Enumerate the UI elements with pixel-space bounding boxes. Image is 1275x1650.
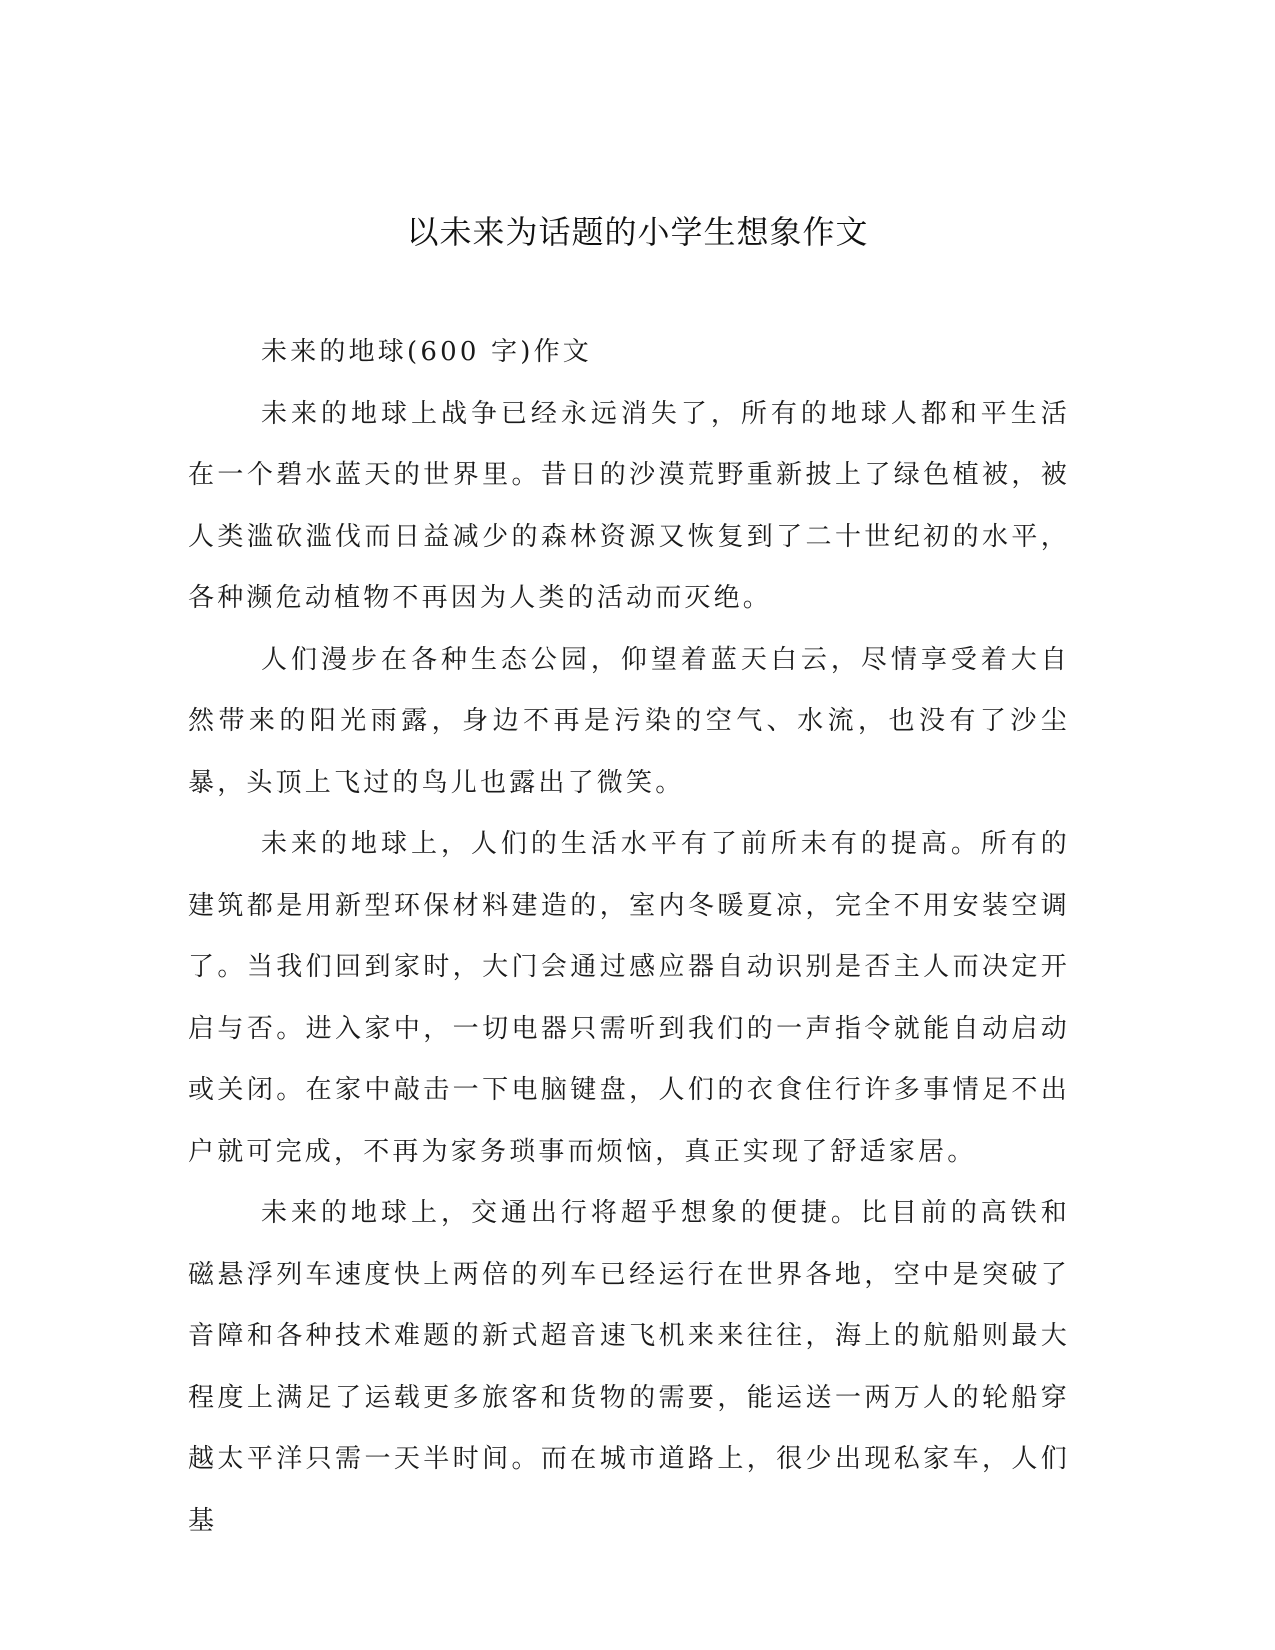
- essay-subtitle: 未来的地球(600 字)作文: [261, 337, 592, 367]
- document-title: 以未来为话题的小学生想象作文: [406, 213, 869, 251]
- paragraph-3: 未来的地球上，人们的生活水平有了前所未有的提高。所有的建筑都是用新型环保材料建造的，室内冬暖夏凉，完全不用安装空调了。当我们回到家时，大门会通过感应器自动识别是否主人而决定开启与否。进入家中，一切电器只需听到我们的一声指令就能自动启动或关闭。在家中敲击一下电脑键盘，人们的衣食住行许多事情足不出户就可完成，不再为家务琐事而烦恼，真正实现了舒适家居。: [188, 829, 1070, 1167]
- paragraph-2: 人们漫步在各种生态公园，仰望着蓝天白云，尽情享受着大自然带来的阳光雨露，身边不再是污染的空气、水流，也没有了沙尘暴，头顶上飞过的鸟儿也露出了微笑。: [188, 644, 1070, 798]
- document-body: [188, 322, 1070, 1552]
- paragraph-4: 未来的地球上，交通出行将超乎想象的便捷。比目前的高铁和磁悬浮列车速度快上两倍的列车已经运行在世界各地，空中是突破了音障和各种技术难题的新式超音速飞机来来往往，海上的航船则最大程度上满足了运载更多旅客和货物的需要，能运送一两万人的轮船穿越太平洋只需一天半时间。而在城市道路上，很少出现私家车，人们基: [188, 1198, 1070, 1536]
- paragraph-1: 未来的地球上战争已经永远消失了，所有的地球人都和平生活在一个碧水蓝天的世界里。昔日的沙漠荒野重新披上了绿色植被，被人类滥砍滥伐而日益减少的森林资源又恢复到了二十世纪初的水平，各种濒危动植物不再因为人类的活动而灭绝。: [188, 398, 1070, 613]
